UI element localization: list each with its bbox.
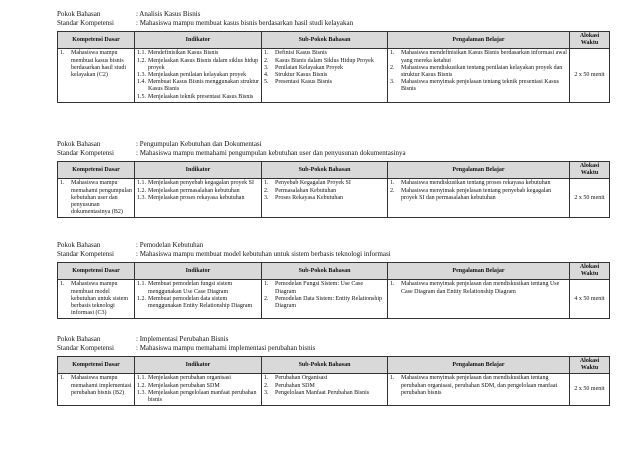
list-item [390,188,567,202]
item-number: 1.2. [137,295,146,302]
header-pengalaman: Pengalaman Belajar [388,162,570,179]
table-row [58,280,610,319]
standar-kompetensi-value: : Mahasiswa mampu membuat kasus bisnis berdasarkan hasil studi kelayakan [136,19,354,27]
pokok-bahasan-row [57,10,609,19]
header-kompetensi-dasar: Kompetensi Dasar [58,357,135,374]
item-text: Mahasiswa mendiskusikan tentang penilaian kelayakan proyek dan struktur Kasus Bisnis [401,64,563,79]
header-alokasi: Alokasi Waktu [570,32,610,49]
item-number: 2. [390,64,395,71]
item-number: 1.1. [137,50,146,57]
section-block [57,335,609,406]
sub-cell [262,49,388,102]
alokasi-cell: 2 x 50 menit [570,374,610,406]
section-meta [57,335,609,353]
list-item [390,375,567,397]
alokasi-cell: 4 x 50 menit [570,280,610,319]
item-text: Perubahan Organisasi [275,375,328,382]
pengalaman-cell [388,49,570,102]
item-text: Membuat pemodelan fungsi sistem menggunakan Use Case Diagram [148,281,233,295]
indikator-cell [135,179,262,218]
item-text: Perubahan SDM [275,382,315,389]
list-item [137,188,259,195]
list-item [264,50,385,57]
standar-kompetensi-label: Standar Kompetensi [57,149,114,157]
item-text: Penyebab Kegagalan Proyek SI [275,180,351,187]
list-item [60,375,132,397]
list-item [137,58,259,72]
list-item [264,375,385,382]
item-number: 1. [264,50,269,57]
item-text: Mahasiswa mendefinisikan Kasus Bisnis berdasarkan informasi awal yang mereka ketahui [401,50,567,64]
section-block [57,10,609,103]
header-kompetensi-dasar: Kompetensi Dasar [58,162,135,179]
item-text: Definisi Kasus Bisnis [275,50,328,57]
item-text: Penilaian Kelayakan Proyek [275,64,343,71]
header-alokasi: Alokasi Waktu [570,263,610,280]
pengalaman-list [390,180,567,202]
item-text: Pengelolaan Manfaat Perubahan Bisnis [275,389,370,396]
header-kompetensi-dasar: Kompetensi Dasar [58,263,135,280]
item-text: Pemodelan Fungsi Sistem: Use Case Diagram [275,281,363,295]
syllabus-table [57,161,610,218]
sub-cell [262,374,388,406]
item-number: 1.5. [137,93,146,100]
item-number: 2. [264,57,269,64]
header-sub-pokok: Sub-Pokok Bahasan [262,162,388,179]
sub-cell [262,280,388,319]
item-text: Presentasi Kasus Bisnis [275,79,332,86]
header-indikator: Indikator [135,162,262,179]
list-item [264,180,385,187]
item-text: Membuat Kasus Bisnis menggunakan struktur Kasus Bisnis [148,79,259,93]
item-number: 2. [390,187,395,194]
list-item [137,390,259,404]
pokok-bahasan-value: : Pengumpulan Kebutuhan dan Dokumentasi [136,140,262,148]
list-item [137,281,259,295]
indikator-cell [135,280,262,319]
list-item [390,281,567,295]
kd-cell [58,280,135,319]
item-number: 1. [264,180,269,187]
alokasi-cell: 2 x 50 menit [570,179,610,218]
item-text: Mahasiswa mampu membuat model kebutuhan untuk sistem berbasis teknologi informasi (C3) [71,281,128,317]
list-item [264,195,385,202]
header-row [58,263,610,280]
item-number: 1. [60,281,65,288]
indikator-cell [135,374,262,406]
pengalaman-cell [388,280,570,319]
kd-cell [58,179,135,218]
standar-kompetensi-row [57,149,609,158]
item-text: Mahasiswa menyimak penjelasan dan mendiskusikan tentang perubahan organisasi, perubahan SDM, dan pengelolaan manfaat perubahan bisnis [401,375,558,396]
pokok-bahasan-value: : Pemodelan Kebutuhan [136,241,204,249]
item-text: Mahasiswa mampu memahami implementasi perubahan bisnis (B2) [71,375,132,396]
item-number: 1.3. [137,72,146,79]
item-text: Mahasiswa menyimak penjelasan dan mendiskusikan tentang Use Case Diagram dan Entity Relationship Diagram [401,281,560,295]
kd-cell [58,49,135,102]
section-meta [57,241,609,259]
header-indikator: Indikator [135,357,262,374]
item-text: Mahasiswa menyimak penjelasan tentang teknik presentasi Kasus Bisnis [401,79,559,93]
item-text: Menjelaskan Kasus Bisnis dalam siklus hidup proyek [148,57,259,71]
standar-kompetensi-label: Standar Kompetensi [57,344,114,352]
item-number: 2. [264,295,269,302]
item-number: 1. [264,281,269,288]
list-item [137,195,259,202]
sub-pokok-list [264,50,385,86]
standar-kompetensi-value: : Mahasiswa mampu memahami pengumpulan kebutuhan user dan penyusunan dokumentasinya [136,149,406,157]
list-item [390,180,567,187]
pokok-bahasan-label: Pokok Bahasan [57,10,101,18]
item-number: 4. [264,72,269,79]
sub-pokok-list [264,281,385,310]
item-number: 3. [390,79,395,86]
item-text: Menjelaskan penilaian kelayakan proyek [148,72,247,79]
pokok-bahasan-label: Pokok Bahasan [57,140,101,148]
list-item [264,390,385,397]
syllabus-table [57,356,610,406]
pokok-bahasan-value: : Implementasi Perubahan Bisnis [136,335,229,343]
item-text: Mahasiswa mampu memahami pengumpulan kebutuhan user dan penyusunan dokumentasinya (B2) [71,180,132,216]
standar-kompetensi-row [57,344,609,353]
list-item [264,72,385,79]
list-item [137,72,259,79]
item-text: Mendefinisikan Kasus Bisnis [148,50,219,57]
pokok-bahasan-label: Pokok Bahasan [57,241,101,249]
list-item [137,79,259,93]
kompetensi-list [60,375,132,397]
item-number: 3. [264,194,269,201]
item-text: Kasus Bisnis dalam Siklus Hidup Proyek [275,57,374,64]
header-pengalaman: Pengalaman Belajar [388,263,570,280]
header-row [58,162,610,179]
item-number: 1. [264,375,269,382]
header-sub-pokok: Sub-Pokok Bahasan [262,32,388,49]
pengalaman-list [390,375,567,397]
item-text: Mahasiswa mampu membuat kasus bisnis berdasarkan hasil studi kelayakan (C2) [71,50,126,79]
item-text: Proses Rekayasa Kebutuhan [275,194,343,201]
list-item [60,180,132,216]
item-text: Menjelaskan perubahan SDM [148,382,220,389]
kompetensi-list [60,50,132,79]
header-row [58,357,610,374]
standar-kompetensi-value: : Mahasiswa mampu memahami implementasi perubahan bisnis [136,344,316,352]
item-number: 2. [264,382,269,389]
list-item [264,296,385,310]
list-item [60,50,132,79]
list-item [390,50,567,64]
item-number: 1. [390,375,395,382]
item-number: 1. [60,50,65,57]
standar-kompetensi-label: Standar Kompetensi [57,19,114,27]
item-number: 3. [264,64,269,71]
standar-kompetensi-row [57,250,609,259]
indikator-list [137,50,259,100]
table-row [58,49,610,102]
section-meta [57,140,609,158]
item-text: Menjelaskan teknik presentasi Kasus Bisnis [148,93,254,100]
list-item [137,50,259,57]
item-text: Menjelaskan penyebab kegagalan proyek SI [148,180,254,187]
list-item [137,180,259,187]
standar-kompetensi-label: Standar Kompetensi [57,250,114,258]
header-alokasi: Alokasi Waktu [570,162,610,179]
list-item [60,281,132,317]
sub-cell [262,179,388,218]
list-item [137,383,259,390]
indikator-cell [135,49,262,102]
item-text: Mahasiswa menyimak penjelasan tentang penyebab kegagalan proyek SI dan permasalahan kebutuhan [401,187,552,201]
pokok-bahasan-row [57,241,609,250]
kompetensi-list [60,281,132,317]
header-row [58,32,610,49]
section-block [57,241,609,319]
pokok-bahasan-row [57,140,609,149]
list-item [137,375,259,382]
item-number: 1.3. [137,194,146,201]
alokasi-cell: 2 x 50 menit [570,49,610,102]
list-item [264,188,385,195]
indikator-list [137,180,259,202]
list-item [264,65,385,72]
header-sub-pokok: Sub-Pokok Bahasan [262,357,388,374]
list-item [264,58,385,65]
item-number: 5. [264,79,269,86]
item-text: Permasalahan Kebutuhan [275,187,337,194]
list-item [137,296,259,310]
table-row [58,179,610,218]
pengalaman-list [390,281,567,295]
item-text: Mahasiswa mendiskusikan tentang proses rekayasa kebutuhan [401,180,551,187]
header-indikator: Indikator [135,263,262,280]
header-sub-pokok: Sub-Pokok Bahasan [262,263,388,280]
item-number: 1. [60,180,65,187]
item-text: Menjelaskan permasalahan kebutuhan [148,187,240,194]
list-item [264,281,385,295]
header-pengalaman: Pengalaman Belajar [388,357,570,374]
pokok-bahasan-label: Pokok Bahasan [57,335,101,343]
item-number: 1. [390,180,395,187]
pokok-bahasan-row [57,335,609,344]
item-number: 1. [390,50,395,57]
sub-pokok-list [264,375,385,397]
header-pengalaman: Pengalaman Belajar [388,32,570,49]
item-number: 1. [60,375,65,382]
item-number: 1.2. [137,187,146,194]
item-text: Membuat pemodelan data sistem menggunakan Entity Relationship Diagram [148,295,253,310]
item-number: 1.2. [137,57,146,64]
standar-kompetensi-value: : Mahasiswa mampu membuat model kebutuhan untuk sistem berbasis teknologi informasi [136,250,391,258]
list-item [137,94,259,101]
sub-pokok-list [264,180,385,202]
header-indikator: Indikator [135,32,262,49]
pengalaman-list [390,50,567,93]
list-item [264,383,385,390]
item-number: 1.4. [137,79,146,86]
item-text: Menjelaskan proses rekayasa kebutuhan [148,194,245,201]
item-number: 2. [264,187,269,194]
section-meta [57,10,609,28]
list-item [390,79,567,93]
header-kompetensi-dasar: Kompetensi Dasar [58,32,135,49]
item-text: Menjelaskan pengelolaan manfaat perubahan bisnis [148,389,257,404]
item-number: 1.3. [137,389,146,396]
section-block [57,140,609,218]
kd-cell [58,374,135,406]
item-number: 1.1. [137,180,146,187]
list-item [390,65,567,79]
indikator-list [137,375,259,404]
standar-kompetensi-row [57,19,609,28]
syllabus-table [57,31,610,103]
kompetensi-list [60,180,132,216]
item-text: Pemodelan Data Sistem: Entity Relationship Diagram [275,295,382,310]
indikator-list [137,281,259,310]
pokok-bahasan-value: : Analisis Kasus Bisnis [136,10,201,18]
item-number: 1. [390,281,395,288]
table-row [58,374,610,406]
item-number: 1.1. [137,281,146,288]
pengalaman-cell [388,374,570,406]
list-item [264,79,385,86]
item-text: Struktur Kasus Bisnis [275,72,328,79]
syllabus-table [57,262,610,319]
item-number: 3. [264,389,269,396]
pengalaman-cell [388,179,570,218]
header-alokasi: Alokasi Waktu [570,357,610,374]
item-text: Menjelaskan perubahan organisasi [148,375,231,382]
item-number: 1.2. [137,382,146,389]
item-number: 1.1. [137,375,146,382]
